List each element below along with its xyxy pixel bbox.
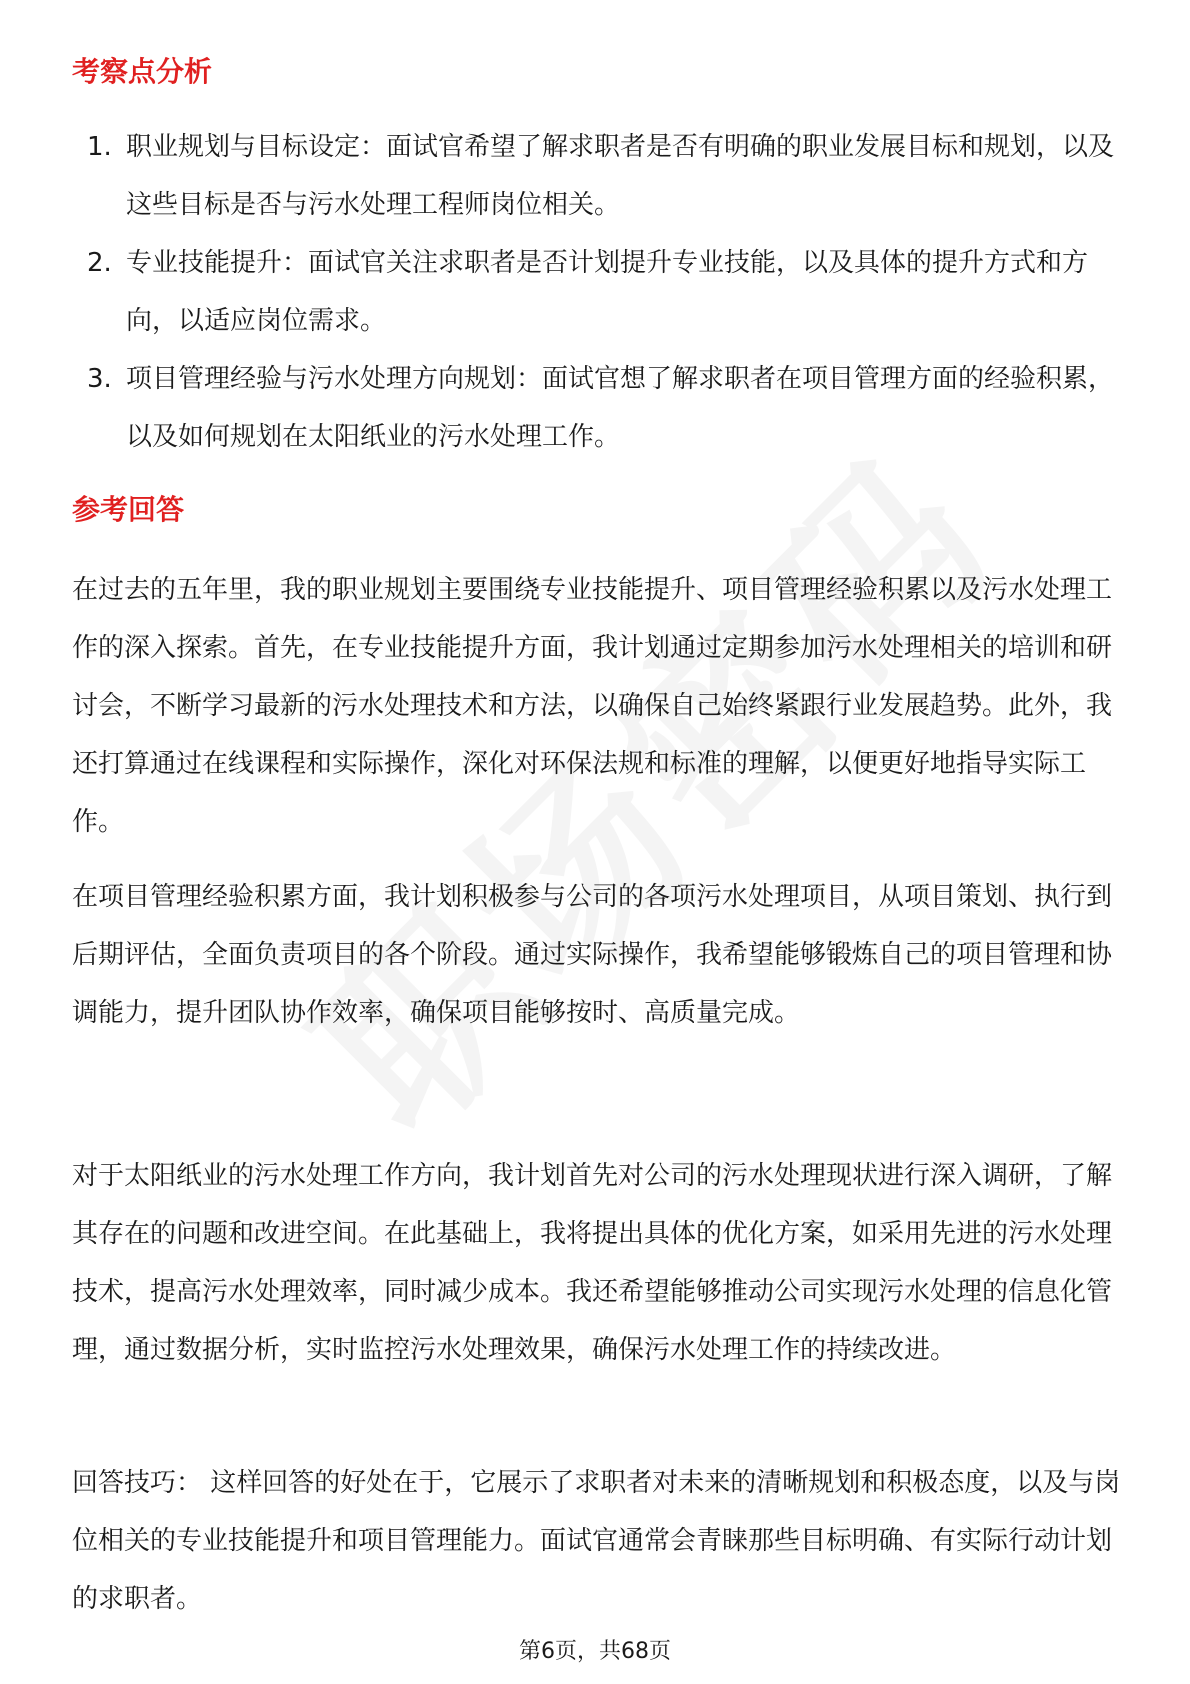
- analysis-list: [72, 118, 1122, 466]
- list-item-text: 专业技能提升：面试官关注求职者是否计划提升专业技能，以及具体的提升方式和方向，以适应岗位需求。: [126, 248, 1089, 336]
- list-item-text: 职业规划与目标设定：面试官希望了解求职者是否有明确的职业发展目标和规划，以及这些目标是否与污水处理工程师岗位相关。: [126, 132, 1115, 220]
- answer-paragraph: 对于太阳纸业的污水处理工作方向，我计划首先对公司的污水处理现状进行深入调研，了解其存在的问题和改进空间。在此基础上，我将提出具体的优化方案，如采用先进的污水处理技术，提高污水处理效率，同时减少成本。我还希望能够推动公司实现污水处理的信息化管理，通过数据分析，实时监控污水处理效果，确保污水处理工作的持续改进。: [72, 1161, 1113, 1365]
- list-item: [72, 234, 1122, 350]
- answer-heading: 参考回答: [72, 493, 185, 526]
- answer-paragraph: 在过去的五年里，我的职业规划主要围绕专业技能提升、项目管理经验积累以及污水处理工作的深入探索。首先，在专业技能提升方面，我计划通过定期参加污水处理相关的培训和研讨会，不断学习最新的污水处理技术和方法，以确保自己始终紧跟行业发展趋势。此外，我还打算通过在线课程和实际操作，深化对环保法规和标准的理解，以便更好地指导实际工作。: [72, 575, 1113, 837]
- list-item-number: 2.: [87, 248, 112, 278]
- list-item-number: 1.: [87, 132, 112, 162]
- list-item-number: 3.: [87, 364, 112, 394]
- answer-tips-paragraph: 回答技巧： 这样回答的好处在于，它展示了求职者对未来的清晰规划和积极态度，以及与岗位相关的专业技能提升和项目管理能力。面试官通常会青睐那些目标明确、有实际行动计划的求职者。: [72, 1468, 1121, 1614]
- list-item-text: 项目管理经验与污水处理方向规划：面试官想了解求职者在项目管理方面的经验积累，以及如何规划在太阳纸业的污水处理工作。: [126, 364, 1115, 452]
- list-item: [72, 350, 1122, 466]
- list-item: [72, 118, 1122, 234]
- answer-paragraph: 在项目管理经验积累方面，我计划积极参与公司的各项污水处理项目，从项目策划、执行到后期评估，全面负责项目的各个阶段。通过实际操作，我希望能够锻炼自己的项目管理和协调能力，提升团队协作效率，确保项目能够按时、高质量完成。: [72, 882, 1113, 1028]
- page-number: 第6页，共68页: [519, 1639, 671, 1664]
- analysis-heading: 考察点分析: [72, 55, 213, 88]
